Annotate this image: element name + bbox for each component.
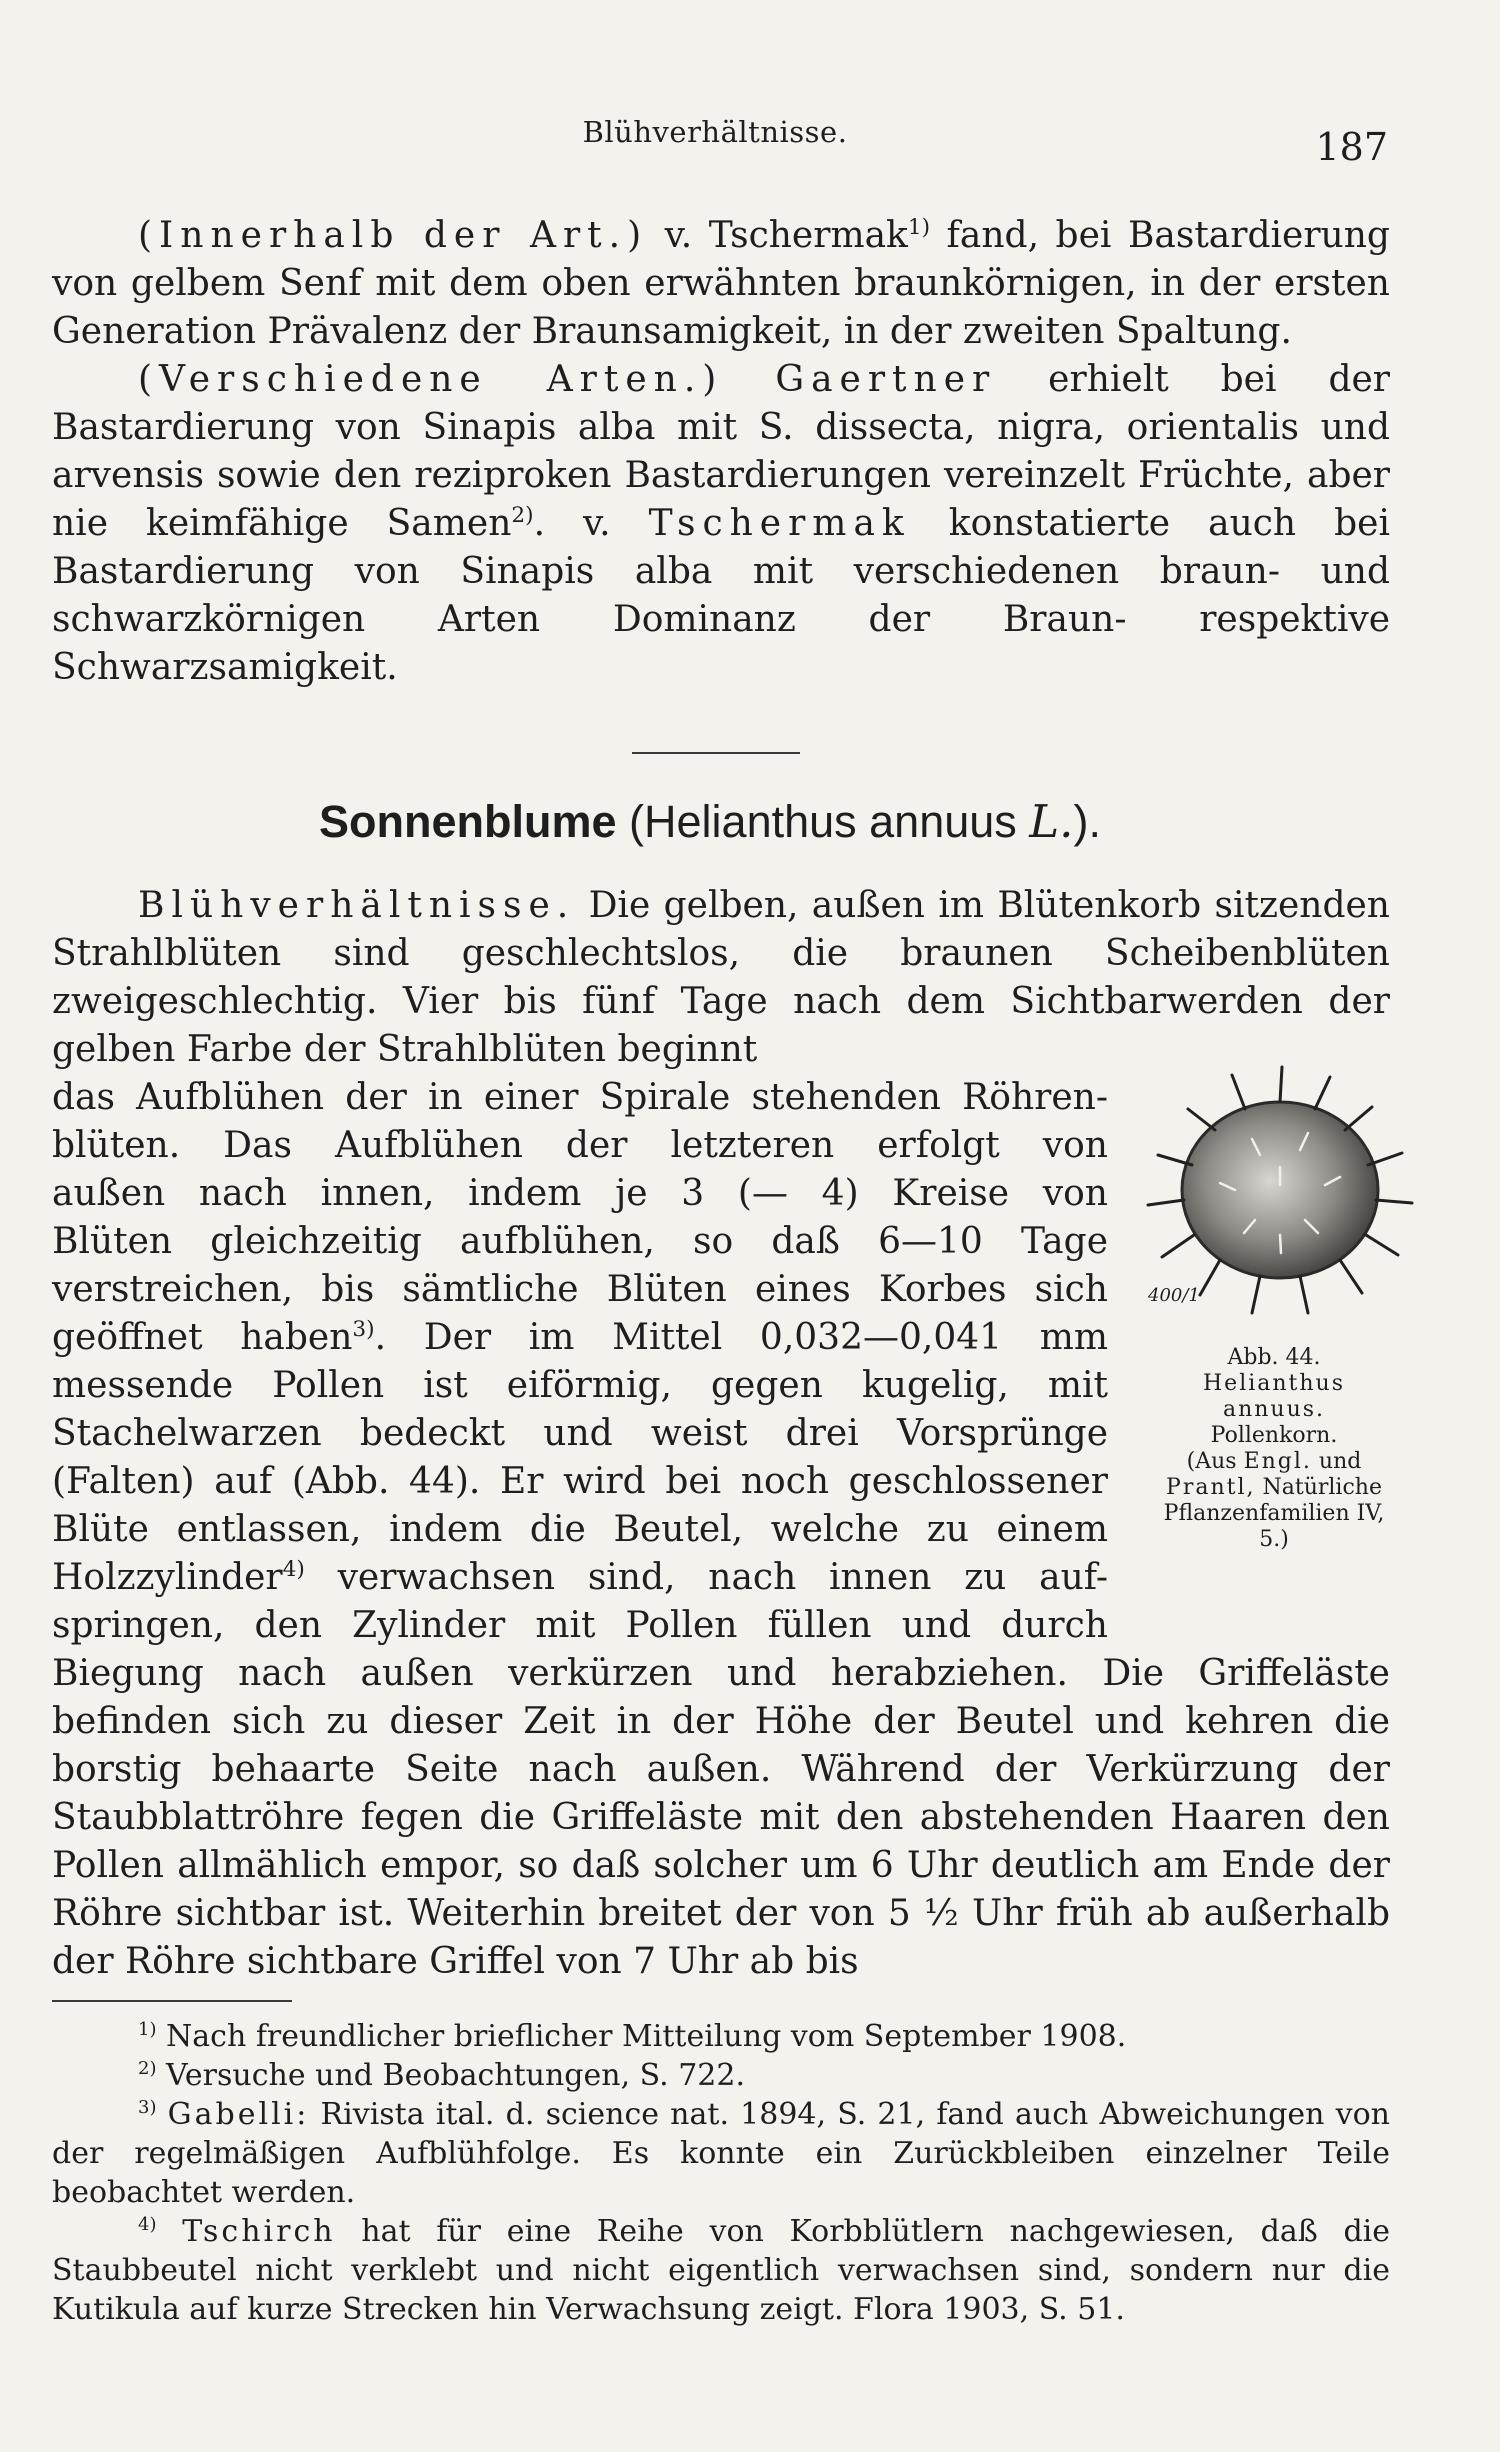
footnotes — [52, 2017, 1390, 2329]
footnote-rule — [52, 2000, 292, 2002]
text-line: Stachelwarzen bedeckt und weist drei Vorsprünge — [52, 1413, 1108, 1454]
text-segment: geöffnet haben — [52, 1317, 353, 1358]
footnote-3 — [52, 2095, 1390, 2212]
text-line — [52, 1554, 1108, 1602]
text-line: das Aufblühen der in einer Spirale stehenden Röhren- — [52, 1077, 1108, 1118]
heading-name: Sonnenblume — [319, 796, 617, 847]
text-segment: verwachsen sind, nach innen zu auf- — [304, 1557, 1108, 1598]
paragraph-different-species — [52, 356, 1390, 692]
page-header — [0, 115, 1500, 175]
text-line: springen, den Zylinder mit Pollen füllen und durch — [52, 1605, 1108, 1646]
paragraph-text: fand, bei Bastardierung von gelbem Senf mit dem oben erwähnten braunkörnigen, in der ersten Generation Prävalenz der Braunsamigkeit, in der zweiten Spaltung. — [52, 215, 1390, 352]
caption-label: Abb. 44. — [1227, 1345, 1321, 1370]
text-segment: . Der im Mittel 0,032—0,041 mm — [374, 1317, 1108, 1358]
text-line: außen nach innen, indem je 3 (— 4) Kreise von — [52, 1173, 1108, 1214]
caption-author: Engl. — [1243, 1449, 1312, 1474]
footnote-mark: 4) — [138, 2214, 157, 2235]
paragraph-text: Die gelben, außen im Blütenkorb sitzenden Strahlblüten sind geschlechtslos, die braunen Scheibenblüten zweigeschlechtig. Vier bis fünf Tage nach dem Sichtbarwerden der gelben Farbe der Strahlblüten beginnt — [52, 885, 1390, 1070]
paragraph-lead: (Verschiedene Arten.) — [138, 359, 724, 400]
section-heading — [0, 795, 1420, 848]
page-number: 187 — [1315, 125, 1388, 169]
text-line: verstreichen, bis sämtliche Blüten eines Korbes sich — [52, 1269, 1108, 1310]
heading-close: ). — [1073, 796, 1101, 847]
footnote-text: Nach freundlicher brieflicher Mitteilung vom September 1908. — [156, 2019, 1127, 2054]
section-mustard-hybridization — [52, 212, 1390, 692]
footnote-ref: 1) — [907, 215, 931, 240]
author-name: Gaertner — [775, 359, 997, 400]
footnote-mark: 3) — [138, 2097, 157, 2118]
footnote-mark: 2) — [138, 2058, 157, 2079]
caption-desc: Pollenkorn. — [1210, 1423, 1338, 1448]
figure-caption — [1148, 1345, 1400, 1553]
caption-text: (Aus — [1186, 1449, 1244, 1474]
footnote-ref: 4) — [282, 1557, 305, 1582]
paragraph-flowering — [52, 882, 1390, 1074]
footnote-text: hat für eine Reihe von Korbblütlern nachgewiesen, daß die Staubbeutel nicht verklebt und nicht eigentlich verwachsen sind, sondern nur die Kutikula auf kurze Strecken hin Verwachsung zeigt. Flora 1903, S. 51. — [52, 2214, 1390, 2327]
caption-species: Helianthus annuus. — [1202, 1371, 1346, 1422]
caption-text: Natürliche Pflanzenfamilien IV, 5.) — [1163, 1475, 1385, 1552]
text-line: Blüten gleichzeitig aufblühen, so daß 6—10 Tage — [52, 1221, 1108, 1262]
paragraph-within-species — [52, 212, 1390, 356]
text-line — [52, 1314, 1108, 1362]
heading-authority: L. — [1029, 795, 1074, 848]
paragraph-lead: (Innerhalb der Art.) — [138, 215, 649, 256]
caption-author: Prantl, — [1166, 1475, 1256, 1500]
footnote-mark: 1) — [138, 2019, 157, 2040]
section-divider — [632, 752, 800, 754]
paragraph-text: konstatierte auch bei Bastardierung von Sinapis alba mit verschiedenen braun- und schwarzkörnigen Arten Dominanz der Braun- respektive Schwarzsamigkeit. — [52, 503, 1390, 688]
footnote-author: Tschirch — [182, 2214, 336, 2249]
footnote-2 — [52, 2056, 1390, 2095]
author-name: Tschermak — [648, 503, 911, 544]
caption-text: und — [1311, 1449, 1362, 1474]
text-line: blüten. Das Aufblühen der letzteren erfolgt von — [52, 1125, 1108, 1166]
footnote-ref: 3) — [352, 1317, 375, 1342]
paragraph-text: erhielt bei der Bastardierung von Sinapis alba mit S. dissecta, nigra, orientalis und arvensis sowie den reziproken Bastardierungen vereinzelt Früchte, aber nie keimfähige Samen — [52, 359, 1391, 544]
author-name: v. Tschermak — [664, 215, 908, 256]
paragraph-text: . v. — [533, 503, 649, 544]
paragraph-lead: Blühverhältnisse. — [138, 885, 576, 926]
footnote-text: Rivista ital. d. science nat. 1894, S. 21, fand auch Abweichungen von der regelmäßigen Aufblühfolge. Es konnte ein Zurückbleiben einzelner Teile beobachtet werden. — [52, 2097, 1390, 2210]
text-segment: Holzzylinder — [52, 1557, 283, 1598]
footnote-text: Versuche und Beobachtungen, S. 722. — [156, 2058, 746, 2093]
running-title: Blühverhältnisse. — [582, 115, 848, 149]
paragraph-continuation: Biegung nach außen verkürzen und herabziehen. Die Griffeläste befinden sich zu dieser Zeit in der Höhe der Beutel und kehren die borstig behaarte Seite nach außen. Während der Verkürzung der Staubblattröhre fegen die Griffeläste mit den abstehenden Haaren den Pollen allmählich empor, so daß solcher um 6 Uhr deutlich am Ende der Röhre sichtbar ist. Weiterhin breitet der von 5 ½ Uhr früh ab außerhalb der Röhre sichtbare Griffel von 7 Uhr ab bis — [52, 1653, 1390, 1982]
figure-scale-note: 400/1 — [1148, 1285, 1200, 1306]
footnote-ref: 2) — [511, 503, 534, 528]
footnote-1 — [52, 2017, 1390, 2056]
footnote-4 — [52, 2212, 1390, 2329]
heading-latin: (Helianthus annuus — [629, 796, 1030, 847]
text-line: (Falten) auf (Abb. 44). Er wird bei noch geschlossener — [52, 1461, 1108, 1502]
footnote-author: Gabelli: — [167, 2097, 310, 2132]
text-line: messende Pollen ist eiförmig, gegen kugelig, mit — [52, 1365, 1108, 1406]
text-line: Blüte entlassen, indem die Beutel, welche zu einem — [52, 1509, 1108, 1550]
caption-source — [1148, 1449, 1400, 1553]
